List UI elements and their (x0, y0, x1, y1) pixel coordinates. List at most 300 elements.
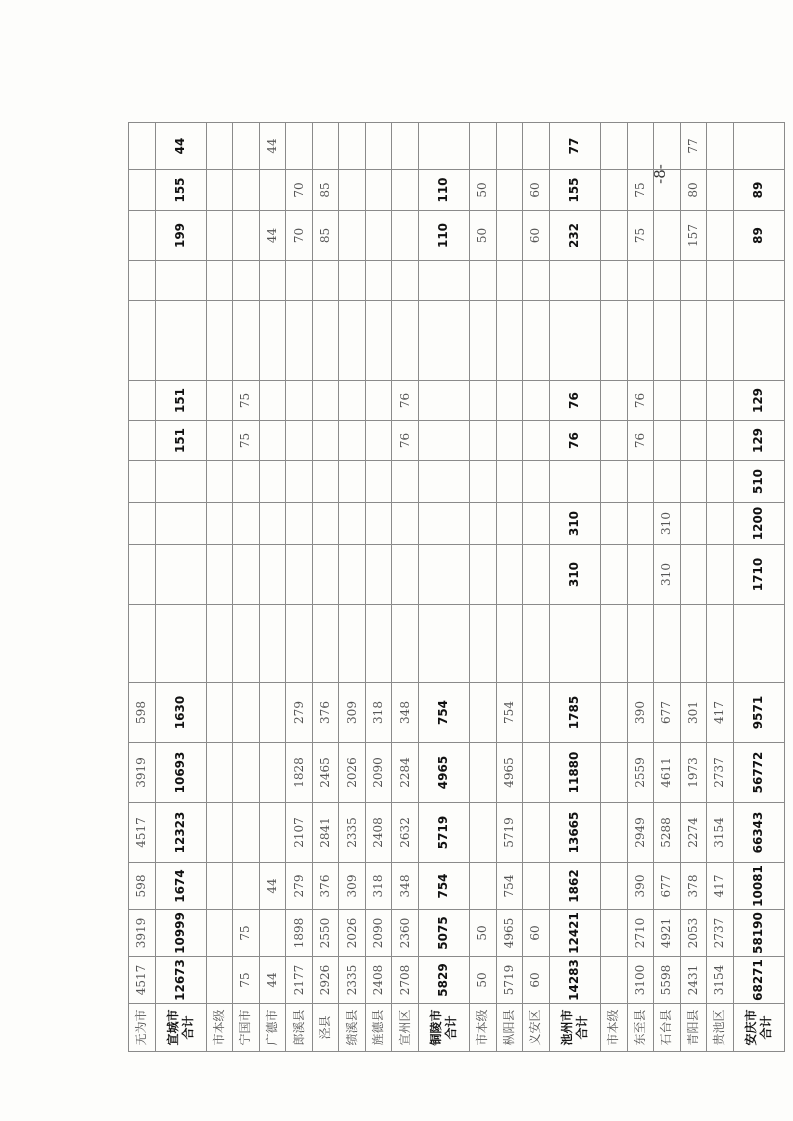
value-cell (496, 503, 523, 545)
value-cell (259, 261, 286, 301)
value-cell (470, 605, 497, 683)
value-cell (601, 503, 628, 545)
value-cell (549, 461, 600, 503)
value-cell (601, 957, 628, 1004)
region-name-cell: 石台县 (654, 1004, 681, 1052)
value-cell (523, 545, 550, 605)
value-cell (286, 123, 313, 170)
value-cell (627, 605, 654, 683)
value-cell: 1828 (286, 743, 313, 803)
value-cell (392, 170, 419, 211)
value-cell: 2274 (680, 803, 707, 863)
value-cell (627, 261, 654, 301)
value-cell: 4921 (654, 910, 681, 957)
value-cell (496, 421, 523, 461)
value-cell (601, 545, 628, 605)
value-cell (523, 421, 550, 461)
value-cell (129, 381, 156, 421)
region-name-cell: 青阳县 (680, 1004, 707, 1052)
value-cell (680, 421, 707, 461)
value-cell: 2559 (627, 743, 654, 803)
value-cell (129, 605, 156, 683)
value-cell: 2431 (680, 957, 707, 1004)
value-cell (418, 503, 469, 545)
value-cell (496, 381, 523, 421)
value-cell (365, 123, 392, 170)
value-cell (470, 683, 497, 743)
region-name-cell: 宁国市 (233, 1004, 260, 1052)
value-cell: 754 (418, 863, 469, 910)
value-cell: 110 (418, 170, 469, 211)
value-cell (339, 261, 366, 301)
value-cell: 58190 (733, 910, 784, 957)
value-cell (418, 461, 469, 503)
value-cell (654, 261, 681, 301)
value-cell (601, 211, 628, 261)
value-cell: 199 (155, 211, 206, 261)
value-cell: 4517 (129, 957, 156, 1004)
value-cell (733, 605, 784, 683)
table-row (286, 123, 313, 1052)
value-cell (129, 170, 156, 211)
value-cell (654, 421, 681, 461)
value-cell: 2926 (312, 957, 339, 1004)
value-cell: 60 (523, 170, 550, 211)
region-name-cell: 贵池区 (707, 1004, 734, 1052)
value-cell (627, 123, 654, 170)
value-cell: 2090 (365, 743, 392, 803)
value-cell: 60 (523, 957, 550, 1004)
value-cell (339, 503, 366, 545)
value-cell: 44 (259, 957, 286, 1004)
value-cell (259, 381, 286, 421)
value-cell (365, 545, 392, 605)
value-cell (206, 461, 233, 503)
table-row-total (418, 123, 469, 1052)
value-cell (470, 545, 497, 605)
value-cell (312, 421, 339, 461)
value-cell: 75 (233, 957, 260, 1004)
value-cell (206, 503, 233, 545)
value-cell: 10693 (155, 743, 206, 803)
value-cell (523, 863, 550, 910)
region-name-cell: 宣城市 合计 (155, 1004, 206, 1052)
value-cell (496, 261, 523, 301)
value-cell (286, 381, 313, 421)
value-cell: 89 (733, 211, 784, 261)
table-row (129, 123, 156, 1052)
value-cell (470, 301, 497, 381)
value-cell (259, 803, 286, 863)
value-cell (680, 545, 707, 605)
table-row (312, 123, 339, 1052)
value-cell (496, 211, 523, 261)
value-cell: 68271 (733, 957, 784, 1004)
region-name-cell: 旌德县 (365, 1004, 392, 1052)
table-row (365, 123, 392, 1052)
value-cell (654, 381, 681, 421)
value-cell: 318 (365, 863, 392, 910)
value-cell (206, 957, 233, 1004)
value-cell (339, 545, 366, 605)
value-cell (206, 381, 233, 421)
region-name-cell: 广德市 (259, 1004, 286, 1052)
table-body (129, 123, 785, 1052)
value-cell (470, 503, 497, 545)
value-cell (339, 123, 366, 170)
value-cell (418, 545, 469, 605)
value-cell (286, 605, 313, 683)
value-cell: 3919 (129, 910, 156, 957)
value-cell: 4611 (654, 743, 681, 803)
value-cell: 1200 (733, 503, 784, 545)
value-cell: 309 (339, 863, 366, 910)
value-cell: 50 (470, 170, 497, 211)
table-row (259, 123, 286, 1052)
value-cell (733, 261, 784, 301)
value-cell (365, 381, 392, 421)
value-cell: 1630 (155, 683, 206, 743)
value-cell (206, 683, 233, 743)
value-cell: 76 (627, 421, 654, 461)
value-cell (654, 301, 681, 381)
value-cell: 76 (549, 421, 600, 461)
budget-table (128, 122, 785, 1052)
value-cell (392, 545, 419, 605)
table-row (627, 123, 654, 1052)
value-cell: 318 (365, 683, 392, 743)
value-cell: 279 (286, 683, 313, 743)
value-cell (312, 301, 339, 381)
value-cell: 12421 (549, 910, 600, 957)
value-cell: 2737 (707, 743, 734, 803)
value-cell: 155 (549, 170, 600, 211)
value-cell (707, 381, 734, 421)
value-cell (365, 261, 392, 301)
value-cell: 2107 (286, 803, 313, 863)
value-cell (707, 170, 734, 211)
value-cell (470, 743, 497, 803)
value-cell (155, 261, 206, 301)
value-cell (392, 123, 419, 170)
region-name-cell: 池州市 合计 (549, 1004, 600, 1052)
value-cell (312, 461, 339, 503)
value-cell (523, 743, 550, 803)
value-cell (129, 211, 156, 261)
value-cell (259, 503, 286, 545)
value-cell (733, 123, 784, 170)
value-cell: 301 (680, 683, 707, 743)
value-cell (680, 381, 707, 421)
value-cell: 677 (654, 863, 681, 910)
value-cell (392, 503, 419, 545)
value-cell: 75 (233, 381, 260, 421)
value-cell: 3154 (707, 957, 734, 1004)
value-cell (365, 421, 392, 461)
value-cell (470, 421, 497, 461)
value-cell: 50 (470, 957, 497, 1004)
value-cell (418, 605, 469, 683)
value-cell (496, 545, 523, 605)
value-cell (418, 381, 469, 421)
value-cell (129, 261, 156, 301)
value-cell: 76 (549, 381, 600, 421)
value-cell: 754 (496, 683, 523, 743)
value-cell (206, 803, 233, 863)
value-cell (601, 863, 628, 910)
value-cell (418, 301, 469, 381)
value-cell (312, 503, 339, 545)
value-cell (707, 461, 734, 503)
value-cell: 80 (680, 170, 707, 211)
value-cell: 2284 (392, 743, 419, 803)
value-cell (601, 683, 628, 743)
value-cell (601, 461, 628, 503)
value-cell (339, 381, 366, 421)
value-cell (233, 503, 260, 545)
region-name-cell: 市本级 (601, 1004, 628, 1052)
table-row (470, 123, 497, 1052)
value-cell: 85 (312, 211, 339, 261)
value-cell (365, 170, 392, 211)
value-cell (233, 461, 260, 503)
value-cell (365, 301, 392, 381)
value-cell (627, 545, 654, 605)
value-cell (523, 803, 550, 863)
value-cell (601, 381, 628, 421)
value-cell: 2335 (339, 957, 366, 1004)
value-cell: 44 (155, 123, 206, 170)
table-row (392, 123, 419, 1052)
value-cell (418, 421, 469, 461)
value-cell: 60 (523, 211, 550, 261)
value-cell (259, 683, 286, 743)
value-cell (523, 123, 550, 170)
value-cell: 2737 (707, 910, 734, 957)
value-cell (312, 381, 339, 421)
table-row (233, 123, 260, 1052)
value-cell (286, 421, 313, 461)
table-row (339, 123, 366, 1052)
value-cell: 232 (549, 211, 600, 261)
value-cell (206, 545, 233, 605)
value-cell (286, 461, 313, 503)
value-cell: 2053 (680, 910, 707, 957)
value-cell: 70 (286, 170, 313, 211)
value-cell: 56772 (733, 743, 784, 803)
value-cell (206, 170, 233, 211)
value-cell (206, 301, 233, 381)
value-cell (233, 261, 260, 301)
value-cell (286, 545, 313, 605)
table-row-total (549, 123, 600, 1052)
value-cell (312, 605, 339, 683)
value-cell: 378 (680, 863, 707, 910)
value-cell: 44 (259, 211, 286, 261)
value-cell (233, 301, 260, 381)
value-cell (339, 605, 366, 683)
value-cell: 14283 (549, 957, 600, 1004)
region-name-cell: 东至县 (627, 1004, 654, 1052)
value-cell: 75 (233, 910, 260, 957)
value-cell: 598 (129, 863, 156, 910)
value-cell: 60 (523, 910, 550, 957)
value-cell (470, 863, 497, 910)
table-row (654, 123, 681, 1052)
value-cell: 4965 (496, 910, 523, 957)
value-cell (129, 123, 156, 170)
value-cell (155, 301, 206, 381)
value-cell: 12673 (155, 957, 206, 1004)
value-cell (259, 545, 286, 605)
value-cell (259, 461, 286, 503)
table-row-total (155, 123, 206, 1052)
value-cell (339, 461, 366, 503)
value-cell: 417 (707, 683, 734, 743)
value-cell (233, 863, 260, 910)
value-cell: 85 (312, 170, 339, 211)
value-cell: 348 (392, 683, 419, 743)
value-cell (259, 170, 286, 211)
region-name-cell: 铜陵市 合计 (418, 1004, 469, 1052)
value-cell: 1785 (549, 683, 600, 743)
value-cell (523, 683, 550, 743)
value-cell: 2632 (392, 803, 419, 863)
value-cell (680, 261, 707, 301)
value-cell (523, 461, 550, 503)
value-cell: 5288 (654, 803, 681, 863)
value-cell (129, 545, 156, 605)
value-cell: 348 (392, 863, 419, 910)
value-cell: 5719 (496, 957, 523, 1004)
value-cell: 3154 (707, 803, 734, 863)
value-cell (523, 381, 550, 421)
value-cell: 2841 (312, 803, 339, 863)
value-cell: 2026 (339, 743, 366, 803)
value-cell: 13665 (549, 803, 600, 863)
value-cell (601, 421, 628, 461)
value-cell: 129 (733, 421, 784, 461)
value-cell: 310 (654, 545, 681, 605)
value-cell (392, 461, 419, 503)
value-cell: 5075 (418, 910, 469, 957)
value-cell (155, 545, 206, 605)
value-cell (654, 461, 681, 503)
value-cell (549, 605, 600, 683)
region-name-cell: 市本级 (206, 1004, 233, 1052)
value-cell (707, 301, 734, 381)
value-cell (259, 910, 286, 957)
value-cell (496, 461, 523, 503)
value-cell (601, 910, 628, 957)
value-cell (601, 803, 628, 863)
value-cell: 1973 (680, 743, 707, 803)
value-cell (259, 301, 286, 381)
value-cell: 2710 (627, 910, 654, 957)
value-cell: 310 (654, 503, 681, 545)
value-cell (707, 123, 734, 170)
value-cell (601, 605, 628, 683)
value-cell: 50 (470, 910, 497, 957)
value-cell (601, 261, 628, 301)
value-cell: 3919 (129, 743, 156, 803)
value-cell: 2360 (392, 910, 419, 957)
value-cell (707, 211, 734, 261)
table-row (707, 123, 734, 1052)
value-cell: 151 (155, 421, 206, 461)
value-cell: 2026 (339, 910, 366, 957)
value-cell: 4517 (129, 803, 156, 863)
value-cell (312, 123, 339, 170)
value-cell: 50 (470, 211, 497, 261)
value-cell (233, 123, 260, 170)
value-cell: 3100 (627, 957, 654, 1004)
value-cell (233, 605, 260, 683)
value-cell: 2335 (339, 803, 366, 863)
value-cell (470, 261, 497, 301)
value-cell: 376 (312, 683, 339, 743)
value-cell (206, 211, 233, 261)
value-cell: 754 (496, 863, 523, 910)
value-cell (155, 605, 206, 683)
value-cell (523, 301, 550, 381)
value-cell: 279 (286, 863, 313, 910)
value-cell (392, 211, 419, 261)
rotated-table-page (128, 123, 785, 1052)
region-name-cell: 宣州区 (392, 1004, 419, 1052)
value-cell: 75 (233, 421, 260, 461)
value-cell: 75 (627, 211, 654, 261)
table-row (601, 123, 628, 1052)
value-cell: 129 (733, 381, 784, 421)
value-cell (365, 503, 392, 545)
value-cell: 2550 (312, 910, 339, 957)
value-cell: 12323 (155, 803, 206, 863)
value-cell (733, 301, 784, 381)
value-cell (206, 863, 233, 910)
value-cell (654, 605, 681, 683)
region-name-cell: 无为市 (129, 1004, 156, 1052)
value-cell (206, 261, 233, 301)
value-cell (259, 605, 286, 683)
value-cell (523, 503, 550, 545)
value-cell: 2708 (392, 957, 419, 1004)
value-cell: 76 (392, 381, 419, 421)
value-cell (418, 261, 469, 301)
value-cell (286, 261, 313, 301)
value-cell: 4965 (496, 743, 523, 803)
value-cell (339, 421, 366, 461)
value-cell: 1674 (155, 863, 206, 910)
value-cell: 390 (627, 863, 654, 910)
value-cell (707, 261, 734, 301)
value-cell (206, 910, 233, 957)
value-cell (470, 381, 497, 421)
value-cell: 5719 (418, 803, 469, 863)
page-number-text: -8- (650, 164, 669, 184)
table-row (680, 123, 707, 1052)
value-cell (339, 211, 366, 261)
value-cell (627, 301, 654, 381)
value-cell: 77 (680, 123, 707, 170)
table-row (523, 123, 550, 1052)
value-cell (233, 683, 260, 743)
value-cell (206, 421, 233, 461)
value-cell: 417 (707, 863, 734, 910)
value-cell (627, 503, 654, 545)
value-cell: 10081 (733, 863, 784, 910)
value-cell: 66343 (733, 803, 784, 863)
